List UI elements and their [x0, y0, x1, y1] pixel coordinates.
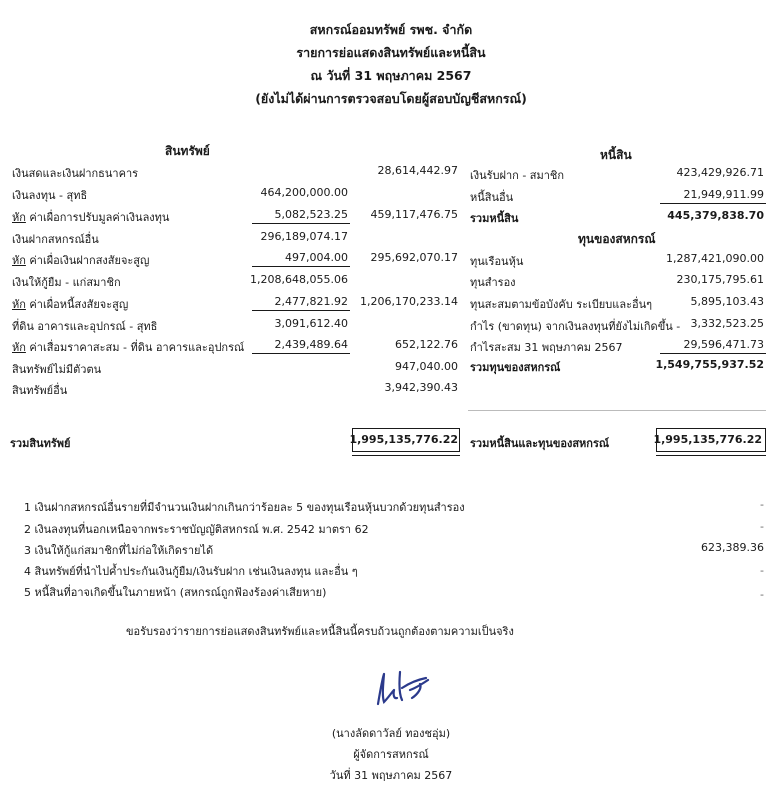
sub-underline [252, 310, 350, 311]
asset-total: 295,692,070.17 [370, 251, 458, 264]
asset-label: เงินสดและเงินฝากธนาคาร [12, 167, 139, 180]
report-title: รายการย่อแสดงสินทรัพย์และหนี้สิน [296, 45, 486, 60]
sub-underline [252, 223, 350, 224]
grand-total-value: 1,995,135,776.22 [653, 433, 762, 446]
equity-label: กำไรสะสม 31 พฤษภาคม 2567 [470, 341, 623, 354]
less-prefix: หัก [12, 211, 26, 224]
separator-line [468, 410, 766, 411]
signatory-name: (นางลัดดาวัลย์ ทองชอุ่ม) [331, 727, 451, 740]
liability-label: เงินรับฝาก - สมาชิก [470, 169, 565, 182]
asset-deduction-label: ค่าเผื่อหนี้สงสัยจะสูญ [29, 298, 129, 311]
equity-underline [660, 353, 766, 354]
note-value: - [760, 498, 764, 511]
assets-total-label: รวมสินทรัพย์ [10, 437, 71, 450]
asset-label [12, 251, 149, 269]
asset-label: เงินลงทุน - สุทธิ [12, 189, 88, 202]
equity-value: 3,332,523.25 [690, 317, 764, 330]
liability-underline [660, 203, 766, 204]
org-name: สหกรณ์ออมทรัพย์ รพช. จำกัด [309, 22, 473, 37]
note-item: 3 เงินให้กู้แก่สมาชิกที่ไม่ก่อให้เกิดรายได้ [24, 544, 214, 557]
asset-sub: 2,477,821.92 [274, 295, 348, 308]
equity-label: กำไร (ขาดทุน) จากเงินลงทุนที่ยังไม่เกิดขึ้น - [470, 320, 681, 333]
note-value: 623,389.36 [701, 541, 764, 554]
asset-deduction-label: ค่าเผื่อการปรับมูลค่าเงินลงทุน [29, 211, 170, 224]
asset-label: สินทรัพย์ไม่มีตัวตน [12, 363, 102, 376]
equity-total-label: รวมทุนของสหกรณ์ [470, 361, 561, 374]
signature-image [372, 668, 432, 708]
certification-text: ขอรับรองว่ารายการย่อแสดงสินทรัพย์และหนี้สินนี้ครบถ้วนถูกต้องตามความเป็นจริง [126, 625, 514, 638]
liability-label: หนี้สินอื่น [470, 191, 514, 204]
note-item: 2 เงินลงทุนที่นอกเหนือจากพระราชบัญญัติสหกรณ์ พ.ศ. 2542 มาตรา 62 [24, 523, 369, 536]
asset-label [12, 208, 169, 226]
asset-sub: 2,439,489.64 [274, 338, 348, 351]
asset-total: 652,122.76 [395, 338, 458, 351]
liability-value: 423,429,926.71 [676, 166, 764, 179]
signatory-position: ผู้จัดการสหกรณ์ [353, 748, 429, 761]
liability-total-value: 445,379,838.70 [667, 209, 764, 222]
equity-label: ทุนสะสมตามข้อบังคับ ระเบียบและอื่นๆ [470, 298, 653, 311]
asset-sub: 497,004.00 [285, 251, 348, 264]
audit-note: (ยังไม่ได้ผ่านการตรวจสอบโดยผู้สอบบัญชีสหกรณ์) [255, 91, 527, 106]
asset-deduction-label: ค่าเสื่อมราคาสะสม - ที่ดิน อาคารและอุปกรณ์ [29, 341, 245, 354]
asset-label: เงินให้กู้ยืม - แก่สมาชิก [12, 276, 121, 289]
liability-total-label: รวมหนี้สิน [470, 212, 519, 225]
less-prefix: หัก [12, 298, 26, 311]
note-item: 5 หนี้สินที่อาจเกิดขึ้นในภายหน้า (สหกรณ์ถูกฟ้องร้องค่าเสียหาย) [24, 586, 327, 599]
sub-underline [252, 266, 350, 267]
grand-total-double-underline [656, 451, 766, 456]
asset-total: 3,942,390.43 [384, 381, 458, 394]
note-value: - [760, 564, 764, 577]
asset-sub: 296,189,074.17 [260, 230, 348, 243]
equity-label: ทุนสำรอง [470, 276, 516, 289]
asset-sub: 464,200,000.00 [260, 186, 348, 199]
asset-label [12, 338, 244, 356]
asset-sub: 5,082,523.25 [274, 208, 348, 221]
less-prefix: หัก [12, 341, 26, 354]
asset-sub: 3,091,612.40 [274, 317, 348, 330]
note-value: - [760, 520, 764, 533]
asset-total: 947,040.00 [395, 360, 458, 373]
asset-label: สินทรัพย์อื่น [12, 384, 68, 397]
asset-total: 28,614,442.97 [377, 164, 458, 177]
equity-value: 230,175,795.61 [676, 273, 764, 286]
assets-title: สินทรัพย์ [165, 144, 210, 158]
liability-value: 21,949,911.99 [683, 188, 764, 201]
equity-value: 1,287,421,090.00 [666, 252, 764, 265]
asset-deduction-label: ค่าเผื่อเงินฝากสงสัยจะสูญ [29, 254, 150, 267]
signature-date: วันที่ 31 พฤษภาคม 2567 [329, 769, 453, 782]
assets-total-value: 1,995,135,776.22 [349, 433, 458, 446]
equity-value: 5,895,103.43 [690, 295, 764, 308]
note-item: 1 เงินฝากสหกรณ์อื่นรายที่มีจำนวนเงินฝากเกินกว่าร้อยละ 5 ของทุนเรือนหุ้นบวกด้วยทุนสำรอง [24, 501, 465, 514]
equity-label: ทุนเรือนหุ้น [470, 255, 524, 268]
sub-underline [252, 353, 350, 354]
equity-title: ทุนของสหกรณ์ [578, 232, 656, 246]
liabilities-title: หนี้สิน [600, 148, 632, 162]
equity-total-value: 1,549,755,937.52 [655, 358, 764, 371]
less-prefix: หัก [12, 254, 26, 267]
grand-total-label: รวมหนี้สินและทุนของสหกรณ์ [470, 437, 610, 450]
note-item: 4 สินทรัพย์ที่นำไปค้ำประกันเงินกู้ยืม/เงินรับฝาก เช่นเงินลงทุน และอื่น ๆ [24, 565, 358, 578]
note-value: - [760, 588, 764, 601]
asset-sub: 1,208,648,055.06 [250, 273, 348, 286]
asset-total: 1,206,170,233.14 [360, 295, 458, 308]
asset-label: เงินฝากสหกรณ์อื่น [12, 233, 99, 246]
equity-value: 29,596,471.73 [683, 338, 764, 351]
asset-label: ที่ดิน อาคารและอุปกรณ์ - สุทธิ [12, 320, 158, 333]
asset-label [12, 295, 128, 313]
assets-total-double-underline [352, 451, 460, 456]
asset-total: 459,117,476.75 [370, 208, 458, 221]
report-date: ณ วันที่ 31 พฤษภาคม 2567 [310, 68, 472, 83]
